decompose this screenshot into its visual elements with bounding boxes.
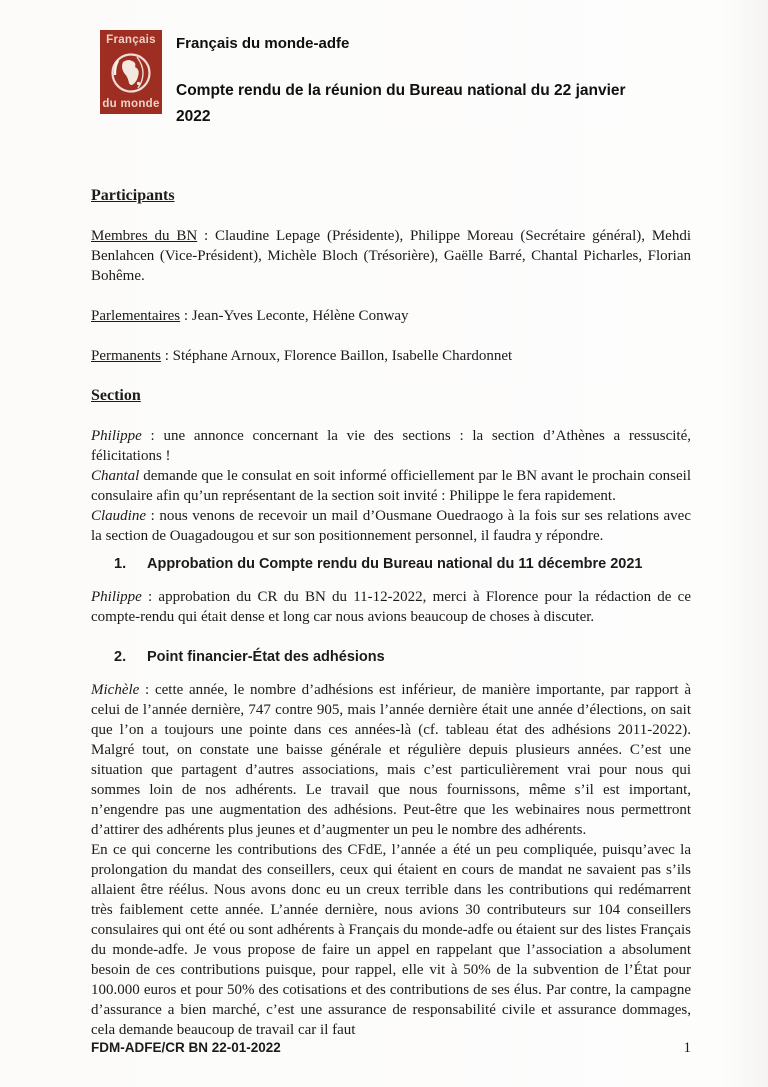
page-number: 1: [683, 1040, 691, 1056]
document-footer: [91, 1040, 691, 1057]
agenda-item-1-title: Approbation du Compte rendu du Bureau national du 11 décembre 2021: [147, 556, 643, 572]
logo-text-bottom: du monde: [102, 98, 160, 110]
group-names-permanents: : Stéphane Arnoux, Florence Baillon, Isabelle Chardonnet: [160, 348, 513, 364]
paragraph-text: : une annonce concernant la vie des sections : la section d’Athènes a ressuscité, félicitations !: [91, 428, 691, 464]
agenda-item-2-title: Point financier-État des adhésions: [147, 649, 385, 665]
header-text: [176, 30, 648, 130]
document-body: [91, 186, 691, 1040]
agenda-1-paragraph-philippe: [91, 587, 691, 627]
speaker-name: Michèle: [91, 682, 140, 698]
participants-parlementaires: [91, 306, 691, 326]
speaker-name: Chantal: [91, 468, 140, 484]
paragraph-text: : nous venons de recevoir un mail d’Ousmane Ouedraogo à la fois sur ses relations avec la section de Ouagadougou et sur son positionnement personnel, il faudra y répondre.: [91, 508, 691, 544]
section-paragraph-claudine: [91, 506, 691, 546]
agenda-2-paragraph-contributions: [91, 840, 691, 1040]
section-paragraph-chantal: [91, 466, 691, 506]
group-label-parlementaires: Parlementaires: [91, 308, 181, 324]
agenda-item-2-number: 2.: [114, 649, 127, 665]
section-heading: Section: [91, 387, 141, 404]
agenda-item-1-number: 1.: [114, 556, 127, 572]
globe-icon: [110, 50, 152, 96]
document-title: Compte rendu de la réunion du Bureau national du 22 janvier 2022: [176, 82, 626, 125]
section-paragraph-philippe: [91, 426, 691, 466]
document-reference: FDM-ADFE/CR BN 22-01-2022: [91, 1040, 281, 1055]
speaker-name: Claudine: [91, 508, 146, 524]
group-names-parlementaires: : Jean-Yves Leconte, Hélène Conway: [180, 308, 409, 324]
document-header: [100, 30, 648, 130]
agenda-item-2-heading: [91, 647, 691, 667]
paragraph-text: : approbation du CR du BN du 11-12-2022, merci à Florence pour la rédaction de ce compte-rendu qui était dense et long car nous avions beaucoup de choses à discuter.: [91, 589, 691, 625]
logo-text-top: Français: [106, 34, 156, 46]
agenda-2-paragraph-michele: [91, 680, 691, 840]
speaker-name: Philippe: [91, 589, 142, 605]
participants-permanents: [91, 346, 691, 366]
org-logo: [100, 30, 162, 114]
paragraph-text: En ce qui concerne les contributions des CFdE, l’année a été un peu compliquée, puisqu’avec la prolongation du mandat des conseillers, ceux qui étaient en cours de mandat ne savaient pas s’ils allaient être réélus. Nous avons donc eu un creux terrible dans les contributions qui redémarrent très faiblement cette année. L’année dernière, nous avions 30 contributeurs sur 104 conseillers consulaires qui ont été ou sont adhérents à Français du monde-adfe ou étaient sur des listes Français du monde-adfe. Je vous propose de faire un appel en rappelant que l’association a absolument besoin de ces contributions puisque, pour rappel, elle vit à 50% de la subvention de l’État pour 100.000 euros et pour 50% des cotisations et des contributions de ses élus. Par contre, la campagne d’assurance a bien marché, c’est une assurance de responsabilité civile et assurance dommages, cela demande beaucoup de travail car il faut: [91, 842, 691, 1038]
agenda-item-1-heading: [91, 554, 691, 574]
participants-heading: Participants: [91, 187, 175, 204]
paragraph-text: : cette année, le nombre d’adhésions est inférieur, de manière importante, par rapport à celui de l’année dernière, 747 contre 905, mais l’année dernière était une année d’élections, on sait que l’on a toujours une pointe dans ces années-là (cf. tableau état des adhésions 2011-2022). Malgré tout, on constate une baisse générale et régulière depuis plusieurs années. C’est une situation que partagent d’autres associations, mais c’est particulièrement vrai pour nous qui sommes loin de nos adhérents. Le travail que nous fournissons, même s’il est important, n’engendre pas une augmentation des adhésions. Peut-être que les webinaires nous permettront d’attirer des adhérents plus jeunes et d’augmenter un peu le nombre des adhérents.: [91, 682, 691, 838]
group-names-membres-bn: : Claudine Lepage (Présidente), Philippe Moreau (Secrétaire général), Mehdi Benlahcen (Vice-Président), Michèle Bloch (Trésorière), Gaëlle Barré, Chantal Picharles, Florian Bohême.: [91, 228, 692, 284]
org-name: Français du monde-adfe: [176, 35, 350, 52]
group-label-permanents: Permanents: [91, 348, 161, 364]
speaker-name: Philippe: [91, 428, 142, 444]
group-label-membres-bn: Membres du BN: [91, 228, 198, 244]
paragraph-text: demande que le consulat en soit informé officiellement par le BN avant le prochain conseil consulaire afin qu’un représentant de la section soit invité : Philippe le fera rapidement.: [91, 468, 691, 504]
participants-members-bn: [91, 226, 691, 286]
